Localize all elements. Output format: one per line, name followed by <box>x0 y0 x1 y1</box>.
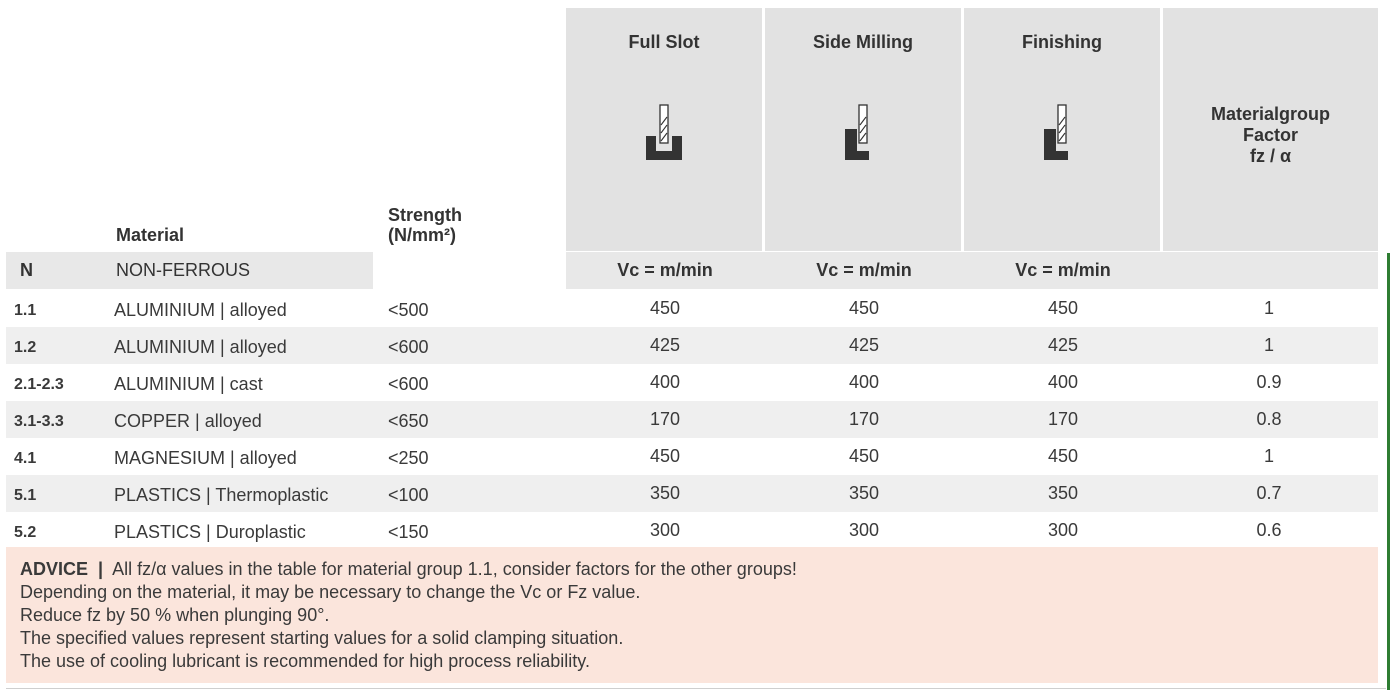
row-factor: 1 <box>1263 446 1274 466</box>
advice-separator: | <box>98 559 104 579</box>
row-material: PLASTICS | Duroplastic <box>114 522 306 542</box>
row-strength: <650 <box>388 411 429 431</box>
row-factor: 0.6 <box>1256 520 1282 540</box>
full-slot-milling-icon <box>646 103 682 163</box>
material-group-row <box>6 252 1378 289</box>
row-code: 2.1-2.3 <box>14 376 64 393</box>
row-finishing: 400 <box>1047 372 1079 392</box>
table-row <box>6 364 1378 401</box>
row-code: 1.2 <box>14 339 37 356</box>
row-code: 4.1 <box>14 450 37 467</box>
row-full-slot: 450 <box>649 446 681 466</box>
row-code: 3.1-3.3 <box>14 413 64 430</box>
row-finishing: 300 <box>1047 520 1079 540</box>
material-column-header: Material <box>116 225 185 245</box>
vc-side-milling: Vc = m/min <box>816 260 912 280</box>
row-finishing: 450 <box>1047 446 1079 466</box>
side-milling-icon <box>845 103 881 163</box>
row-side-milling: 350 <box>848 483 880 503</box>
row-strength: <600 <box>388 337 429 357</box>
side-milling-title: Side Milling <box>812 32 913 52</box>
row-full-slot: 400 <box>649 372 681 392</box>
row-strength: <100 <box>388 485 429 505</box>
row-side-milling: 400 <box>848 372 880 392</box>
row-strength: <150 <box>388 522 429 542</box>
row-strength: <500 <box>388 300 429 320</box>
advice-line-5: The use of cooling lubricant is recommended for high process reliability. <box>20 651 590 671</box>
row-material: COPPER | alloyed <box>114 411 262 431</box>
table-row <box>6 327 1378 364</box>
group-strength-gap <box>373 252 566 289</box>
finishing-milling-icon <box>1044 103 1080 163</box>
accent-bar <box>1387 253 1390 690</box>
table-row <box>6 475 1378 512</box>
row-side-milling: 300 <box>848 520 880 540</box>
row-factor: 0.8 <box>1256 409 1282 429</box>
strength-column-header: Strength (N/mm²) <box>388 205 462 245</box>
row-code: 5.2 <box>14 524 37 541</box>
row-code: 1.1 <box>14 302 37 319</box>
full-slot-title: Full Slot <box>628 32 700 52</box>
advice-line-2: Depending on the material, it may be necessary to change the Vc or Fz value. <box>20 582 641 602</box>
row-finishing: 350 <box>1047 483 1079 503</box>
row-finishing: 450 <box>1047 298 1079 318</box>
row-finishing: 425 <box>1047 335 1079 355</box>
row-strength: <600 <box>388 374 429 394</box>
row-material: MAGNESIUM | alloyed <box>114 448 297 468</box>
row-full-slot: 425 <box>649 335 681 355</box>
advice-line-1: ADVICE | All fz/α values in the table for material group 1.1, consider factors for the other groups! <box>20 559 797 579</box>
advice-label: ADVICE <box>20 559 89 579</box>
row-full-slot: 350 <box>649 483 681 503</box>
advice-box <box>6 547 1378 683</box>
row-full-slot: 300 <box>649 520 681 540</box>
row-factor: 0.7 <box>1256 483 1282 503</box>
table-row <box>6 438 1378 475</box>
advice-line-3: Reduce fz by 50 % when plunging 90°. <box>20 605 330 625</box>
row-material: PLASTICS | Thermoplastic <box>114 485 329 505</box>
row-side-milling: 425 <box>848 335 880 355</box>
row-material: ALUMINIUM | alloyed <box>114 337 287 357</box>
vc-finishing: Vc = m/min <box>1015 260 1111 280</box>
material-factor-title: Materialgroup Factor fz / α <box>1210 104 1330 166</box>
row-code: 5.1 <box>14 487 37 504</box>
row-finishing: 170 <box>1047 409 1079 429</box>
header-material-factor <box>1163 8 1378 251</box>
row-side-milling: 450 <box>848 446 880 466</box>
header-full-slot <box>566 8 762 251</box>
finishing-title: Finishing <box>1022 32 1102 52</box>
vc-full-slot: Vc = m/min <box>617 260 713 280</box>
row-factor: 1 <box>1263 335 1274 355</box>
row-side-milling: 450 <box>848 298 880 318</box>
group-name: NON-FERROUS <box>116 260 250 280</box>
header-side-milling <box>765 8 961 251</box>
row-factor: 1 <box>1263 298 1274 318</box>
row-material: ALUMINIUM | alloyed <box>114 300 287 320</box>
group-code: N <box>20 260 33 280</box>
table-row <box>6 290 1378 327</box>
row-factor: 0.9 <box>1256 372 1282 392</box>
row-side-milling: 170 <box>848 409 880 429</box>
row-strength: <250 <box>388 448 429 468</box>
header-finishing <box>964 8 1160 251</box>
table-row <box>6 512 1378 549</box>
advice-line-4: The specified values represent starting values for a solid clamping situation. <box>20 628 624 648</box>
row-full-slot: 170 <box>649 409 681 429</box>
bottom-divider <box>6 688 1386 689</box>
row-full-slot: 450 <box>649 298 681 318</box>
table-row <box>6 401 1378 438</box>
row-material: ALUMINIUM | cast <box>114 374 263 394</box>
